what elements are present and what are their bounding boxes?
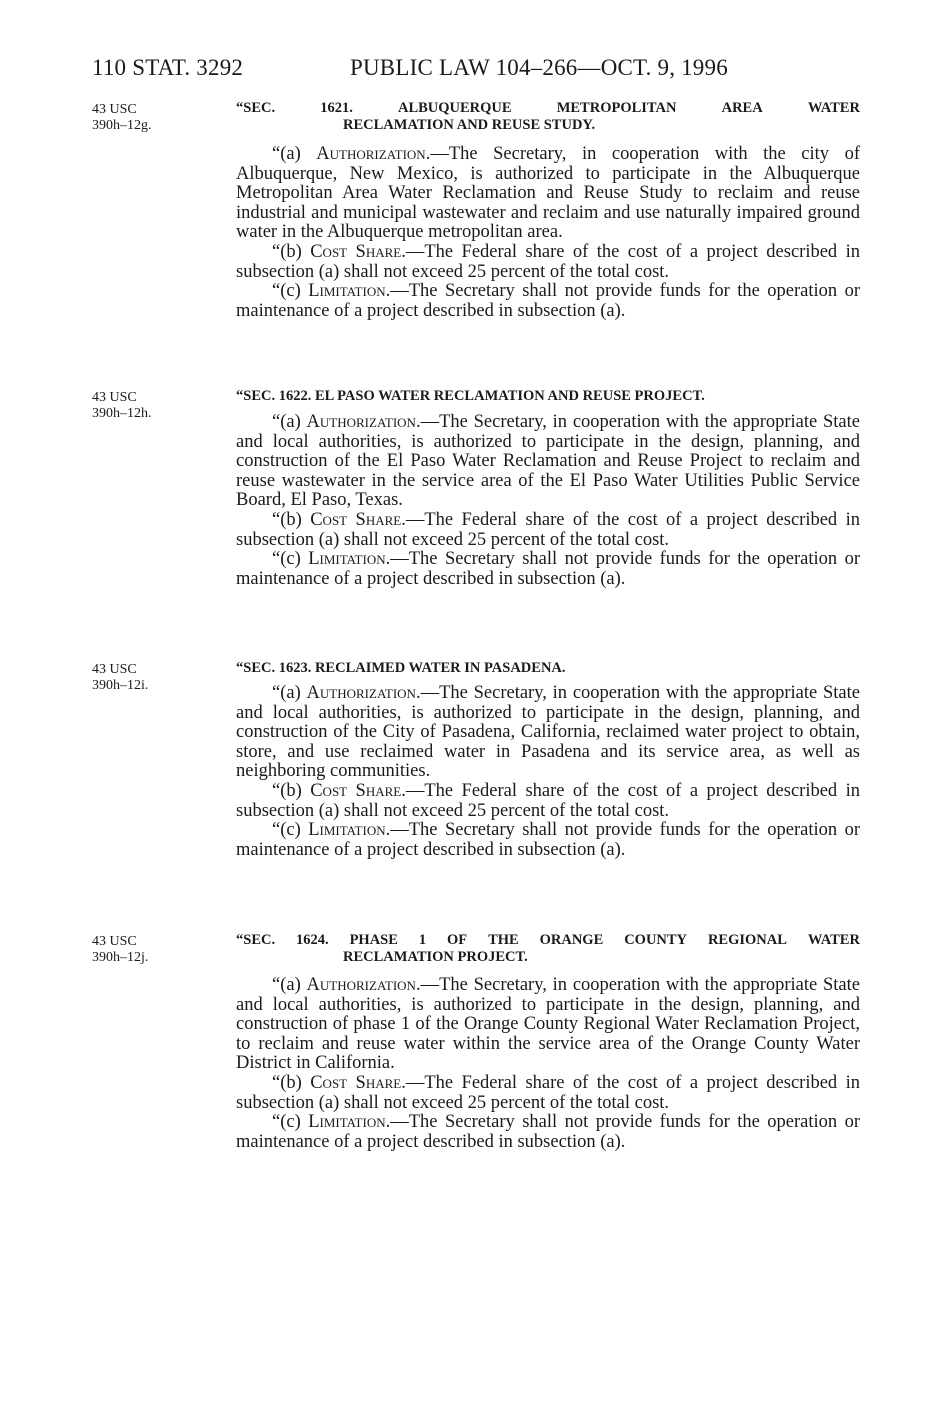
section-heading: “SEC. 1623. RECLAIMED WATER IN PASADENA.: [236, 660, 566, 676]
section-body: [236, 976, 860, 1152]
subsection-a: “(a) Authorization.—The Secretary, in cooperation with the appropriate State and local authorities, is authorized to participate in the design, planning, and construction of the El Paso Water Reclamation and Reuse Project to reclaim and reuse wastewater in the service area of the El Paso Water Utilities Public Service Board, El Paso, Texas.: [236, 412, 860, 511]
subsection-b: “(b) Cost Share.—The Federal share of the cost of a project described in subsection (a) shall not exceed 25 percent of the total cost.: [236, 241, 860, 282]
section-body: [236, 684, 860, 860]
subsection-a: “(a) Authorization.—The Secretary, in cooperation with the appropriate State and local authorities, is authorized to participate in the design, planning, and construction of the City of Pasadena, California, reclaimed water project to obtain, store, and use reclaimed water in Pasadena and its service area, as well as neighboring communities.: [236, 683, 860, 782]
subsection-c: “(c) Limitation.—The Secretary shall not provide funds for the operation or maintenance of a project described in subsection (a).: [236, 281, 860, 321]
statute-citation: 110 STAT. 3292: [92, 55, 244, 80]
subsection-b: “(b) Cost Share.—The Federal share of the cost of a project described in subsection (a) shall not exceed 25 percent of the total cost.: [236, 1072, 860, 1113]
usc-margin-note: 43 USC 390h–12h.: [92, 390, 152, 421]
subsection-c: “(c) Limitation.—The Secretary shall not provide funds for the operation or maintenance of a project described in subsection (a).: [236, 1112, 860, 1152]
section-heading: “SEC. 1622. EL PASO WATER RECLAMATION AND REUSE PROJECT.: [236, 388, 705, 404]
section-body: [236, 413, 860, 589]
section-heading: “SEC. 1624. PHASE 1 OF THE ORANGE COUNTY REGIONAL WATER RECLAMATION PROJECT.: [236, 932, 860, 965]
subsection-a: “(a) Authorization.—The Secretary, in cooperation with the appropriate State and local authorities, is authorized to participate in the design, planning, and construction of phase 1 of the Orange County Regional Water Reclamation Project, to reclaim and reuse water within the service area of the Orange County Water District in California.: [236, 975, 860, 1074]
subsection-a: “(a) Authorization.—The Secretary, in cooperation with the city of Albuquerque, New Mexico, is authorized to participate in the Albuquerque Metropolitan Area Water Reclamation and Reuse Study to reclaim and reuse industrial and municipal wastewater and reclaim and use naturally impaired ground water in the Albuquerque metropolitan area.: [236, 144, 861, 243]
subsection-c: “(c) Limitation.—The Secretary shall not provide funds for the operation or maintenance of a project described in subsection (a).: [236, 549, 860, 589]
subsection-b: “(b) Cost Share.—The Federal share of the cost of a project described in subsection (a) shall not exceed 25 percent of the total cost.: [236, 780, 860, 821]
usc-margin-note: 43 USC 390h–12g.: [92, 102, 152, 133]
section-body: [236, 145, 860, 321]
public-law-title: PUBLIC LAW 104–266—OCT. 9, 1996: [350, 55, 728, 80]
section-heading: “SEC. 1621. ALBUQUERQUE METROPOLITAN AREA WATER RECLAMATION AND REUSE STUDY.: [236, 100, 860, 133]
usc-margin-note: 43 USC 390h–12j.: [92, 934, 149, 965]
subsection-c: “(c) Limitation.—The Secretary shall not provide funds for the operation or maintenance of a project described in subsection (a).: [236, 820, 860, 860]
usc-margin-note: 43 USC 390h–12i.: [92, 662, 149, 693]
subsection-b: “(b) Cost Share.—The Federal share of the cost of a project described in subsection (a) shall not exceed 25 percent of the total cost.: [236, 509, 860, 550]
